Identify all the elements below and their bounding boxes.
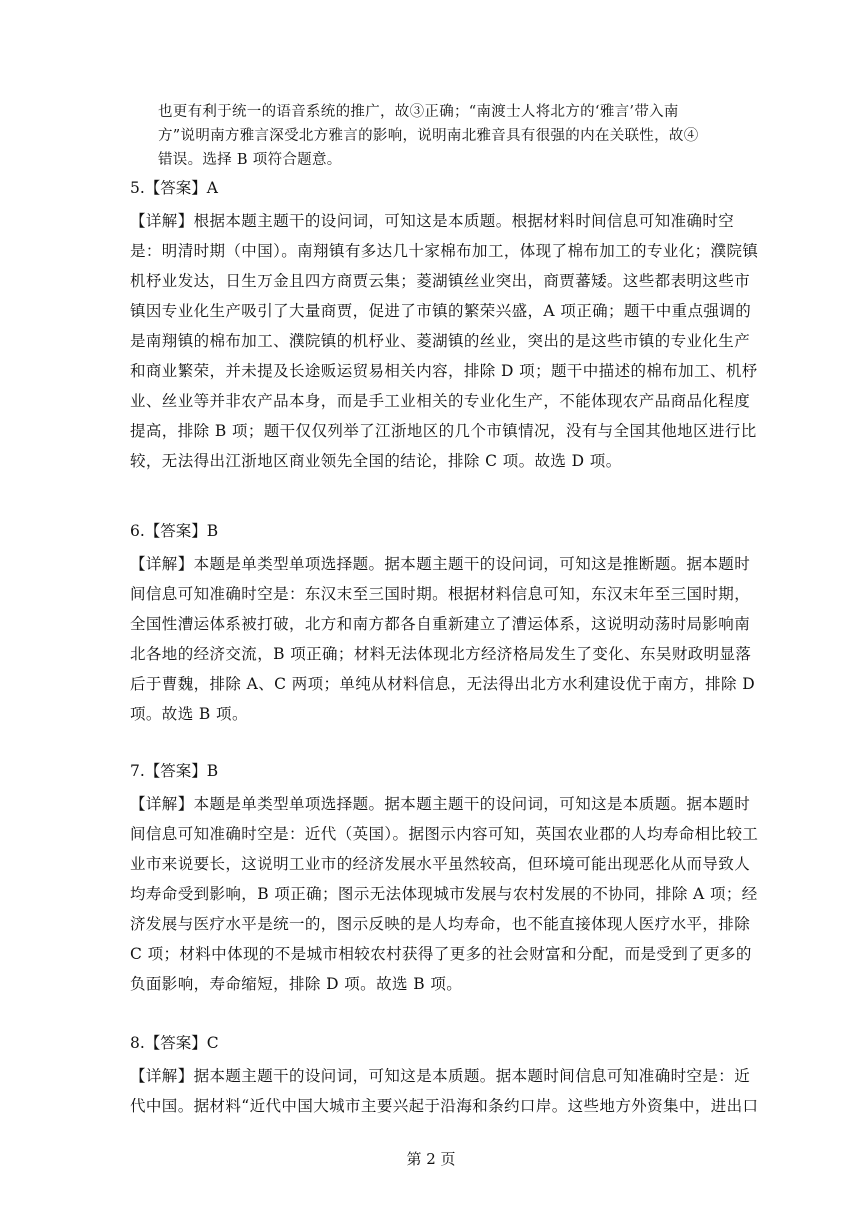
text-line: 错误。选择 B 项符合题意。: [158, 152, 342, 168]
detail-line: 【详解】本题是单类型单项选择题。据本题主题干的设问词，可知这是推断题。据本题时: [130, 555, 751, 573]
answer-item-8: [130, 1031, 735, 1055]
detail-line: 提高，排除 B 项；题干仅仅列举了江浙地区的几个市镇情况，没有与全国其他地区进行比: [130, 422, 757, 440]
answer-detail-5: [130, 206, 759, 476]
detail-line: 间信息可知准确时空是：东汉末至三国时期。根据材料信息可知，东汉末年至三国时期，: [130, 585, 751, 603]
detail-line: 后于曹魏，排除 A、C 两项；单纯从材料信息，无法得出北方水利建设优于南方，排除 D: [130, 675, 756, 693]
answer-heading: 5.【答案】A: [130, 179, 218, 197]
answer-item-7: [130, 759, 735, 783]
detail-line: 全国性漕运体系被打破，北方和南方都各自重新建立了漕运体系，这说明动荡时局影响南: [130, 615, 751, 633]
detail-line: 是南翔镇的棉布加工、濮院镇的机杼业、菱湖镇的丝业，突出的是这些市镇的专业化生产: [130, 332, 751, 350]
detail-line: 较，无法得出江浙地区商业领先全国的结论，排除 C 项。故选 D 项。: [130, 452, 622, 470]
text-line: 也更有利于统一的语音系统的推广，故③正确；“南渡士人将北方的‘雅言’带入南: [158, 104, 679, 120]
detail-line: 代中国。据材料“近代中国大城市主要兴起于沿海和条约口岸。这些地方外资集中，进出口: [130, 1097, 759, 1115]
answer-detail-6: [130, 549, 756, 729]
answer-heading: 8.【答案】C: [130, 1034, 219, 1052]
answer-heading: 7.【答案】B: [130, 762, 219, 780]
answer-detail-7: [130, 789, 759, 999]
detail-line: 济发展与医疗水平是统一的，图示反映的是人均寿命，也不能直接体现人医疗水平，排除: [130, 915, 751, 933]
page-number: 第 2 页: [406, 1150, 456, 1168]
detail-line: 项。故选 B 项。: [130, 705, 248, 723]
detail-line: 北各地的经济交流，B 项正确；材料无法体现北方经济格局发生了变化、东吴财政明显落: [130, 645, 752, 663]
detail-line: 和商业繁荣，并未提及长途贩运贸易相关内容，排除 D 项；题干中描述的棉布加工、机杼: [130, 362, 758, 380]
detail-line: 间信息可知准确时空是：近代（英国）。据图示内容可知，英国农业郡的人均寿命相比较工: [130, 825, 759, 843]
detail-line: 【详解】据本题主题干的设问词，可知这是本质题。据本题时间信息可知准确时空是：近: [130, 1067, 751, 1085]
answer-detail-8: [130, 1061, 759, 1121]
answer-item-5: [130, 176, 735, 200]
detail-line: C 项；材料中体现的不是城市相较农村获得了更多的社会财富和分配，而是受到了更多的: [130, 945, 752, 963]
previous-answer-continuation: [158, 100, 728, 172]
detail-line: 【详解】根据本题主题干的设问词，可知这是本质题。根据材料时间信息可知准确时空: [130, 212, 735, 230]
text-line: 方”说明南方雅言深受北方雅言的影响，说明南北雅音具有很强的内在关联性，故④: [158, 128, 699, 144]
detail-line: 业、丝业等并非农产品本身，而是手工业相关的专业化生产，不能体现农产品商品化程度: [130, 392, 751, 410]
detail-line: 机杼业发达，日生万金且四方商贾云集；菱湖镇丝业突出，商贾蕃矮。这些都表明这些市: [130, 272, 751, 290]
detail-line: 负面影响，寿命缩短，排除 D 项。故选 B 项。: [130, 975, 463, 993]
answer-item-6: [130, 519, 735, 543]
detail-line: 业市来说要长，这说明工业市的经济发展水平虽然较高，但环境可能出现恶化从而导致人: [130, 855, 751, 873]
detail-line: 镇因专业化生产吸引了大量商贾，促进了市镇的繁荣兴盛，A 项正确；题干中重点强调的: [130, 302, 752, 320]
answer-heading: 6.【答案】B: [130, 522, 219, 540]
detail-line: 均寿命受到影响，B 项正确；图示无法体现城市发展与农村发展的不协同，排除 A 项；经: [130, 885, 758, 903]
detail-line: 【详解】本题是单类型单项选择题。据本题主题干的设问词，可知这是本质题。据本题时: [130, 795, 751, 813]
detail-line: 是：明清时期（中国）。南翔镇有多达几十家棉布加工，体现了棉布加工的专业化；濮院镇: [130, 242, 759, 260]
